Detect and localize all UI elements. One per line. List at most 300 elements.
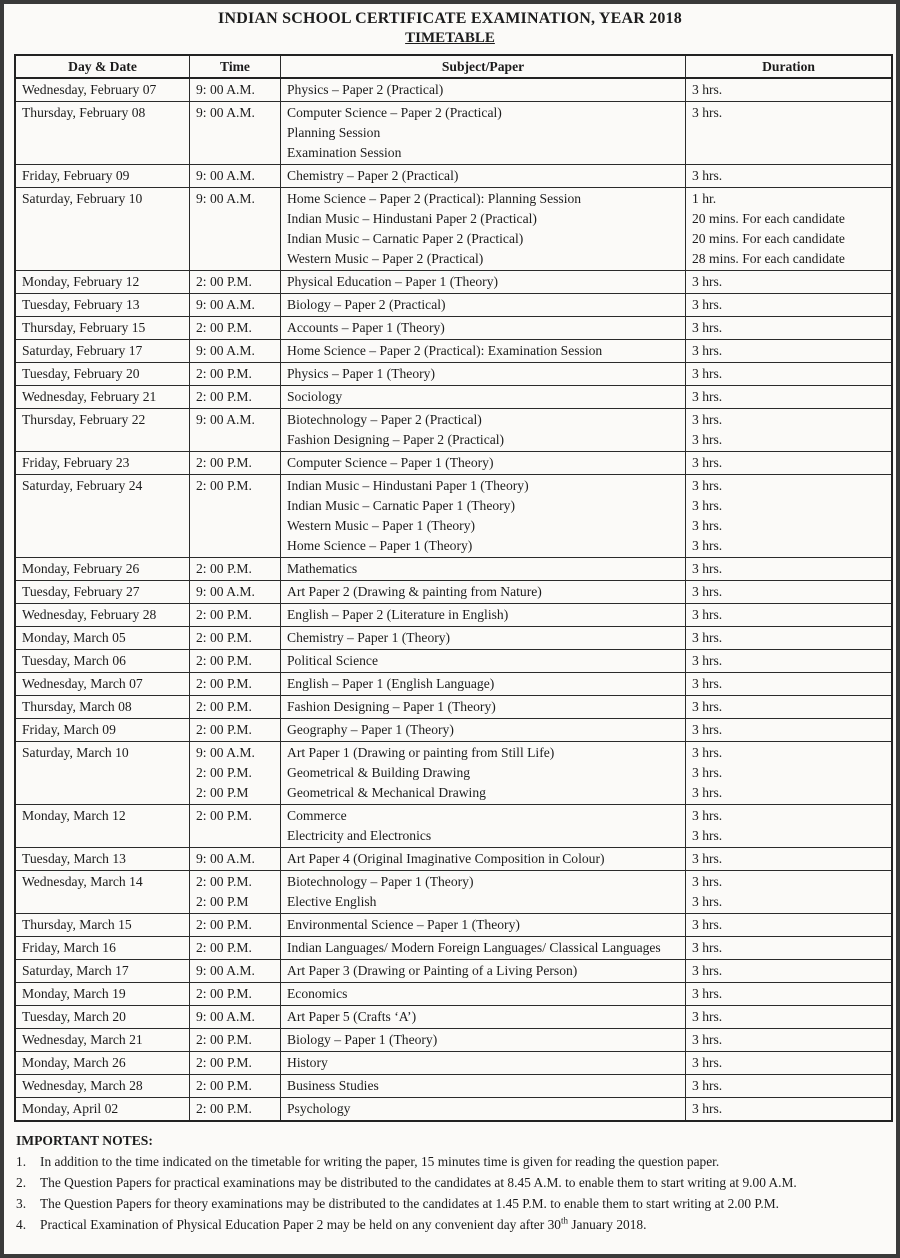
cell-duration bbox=[686, 1075, 893, 1098]
cell-subject bbox=[281, 805, 686, 848]
cell-subject bbox=[281, 1006, 686, 1029]
cell-subject-line: Chemistry – Paper 2 (Practical) bbox=[287, 168, 459, 183]
cell-time bbox=[190, 627, 281, 650]
cell-day-date bbox=[15, 914, 190, 937]
cell-day-date-line: Monday, April 02 bbox=[22, 1101, 119, 1116]
cell-subject bbox=[281, 983, 686, 1006]
cell-time-line: 9: 00 A.M. bbox=[196, 584, 255, 599]
cell-time-line: 9: 00 A.M. bbox=[196, 191, 255, 206]
title-block bbox=[4, 4, 896, 47]
cell-subject bbox=[281, 871, 686, 914]
table-body bbox=[15, 78, 892, 1121]
cell-subject bbox=[281, 475, 686, 558]
cell-time bbox=[190, 848, 281, 871]
cell-day-date bbox=[15, 650, 190, 673]
cell-time bbox=[190, 914, 281, 937]
cell-subject-line: Geometrical & Building Drawing bbox=[287, 765, 471, 780]
cell-time bbox=[190, 340, 281, 363]
cell-day-date-line: Wednesday, February 21 bbox=[22, 389, 157, 404]
cell-duration-line: 3 hrs. bbox=[692, 653, 723, 668]
cell-time-line: 2: 00 P.M. bbox=[196, 808, 252, 823]
cell-time-line: 2: 00 P.M. bbox=[196, 940, 252, 955]
cell-time bbox=[190, 1006, 281, 1029]
note-item bbox=[16, 1151, 882, 1172]
cell-duration-line: 3 hrs. bbox=[692, 630, 723, 645]
cell-day-date bbox=[15, 960, 190, 983]
cell-time bbox=[190, 317, 281, 340]
cell-time bbox=[190, 742, 281, 805]
table-row bbox=[15, 937, 892, 960]
cell-subject-line: Business Studies bbox=[287, 1078, 379, 1093]
table-row bbox=[15, 452, 892, 475]
cell-subject bbox=[281, 581, 686, 604]
cell-duration-line: 3 hrs. bbox=[692, 785, 723, 800]
cell-day-date-line: Tuesday, March 13 bbox=[22, 851, 126, 866]
cell-duration-line: 3 hrs. bbox=[692, 432, 723, 447]
table-row bbox=[15, 1006, 892, 1029]
cell-duration bbox=[686, 475, 893, 558]
cell-day-date-line: Tuesday, March 06 bbox=[22, 653, 126, 668]
cell-day-date-line: Wednesday, February 07 bbox=[22, 82, 157, 97]
cell-subject-line: Art Paper 5 (Crafts ‘A’) bbox=[287, 1009, 417, 1024]
cell-duration-line: 3 hrs. bbox=[692, 168, 723, 183]
cell-day-date-line: Wednesday, March 28 bbox=[22, 1078, 143, 1093]
cell-day-date bbox=[15, 805, 190, 848]
note-text: The Question Papers for theory examinations may be distributed to the candidates at 1.45 P.M. to enable them to start writing at 2.00 P.M. bbox=[40, 1196, 779, 1211]
page-subtitle: TIMETABLE bbox=[405, 30, 495, 46]
cell-duration-line: 3 hrs. bbox=[692, 894, 723, 909]
cell-duration-line: 3 hrs. bbox=[692, 874, 723, 889]
cell-duration bbox=[686, 317, 893, 340]
table-row bbox=[15, 188, 892, 271]
cell-duration-line: 3 hrs. bbox=[692, 607, 723, 622]
cell-time-line: 2: 00 P.M. bbox=[196, 274, 252, 289]
note-item bbox=[16, 1214, 882, 1235]
table-row bbox=[15, 271, 892, 294]
cell-duration-line: 28 mins. For each candidate bbox=[692, 251, 845, 266]
cell-time-line: 2: 00 P.M. bbox=[196, 478, 252, 493]
cell-subject-line: Geography – Paper 1 (Theory) bbox=[287, 722, 454, 737]
cell-time bbox=[190, 271, 281, 294]
header-time: Time bbox=[190, 55, 281, 78]
cell-duration-line: 1 hr. bbox=[692, 191, 717, 206]
cell-time-line: 2: 00 P.M. bbox=[196, 630, 252, 645]
cell-duration bbox=[686, 1052, 893, 1075]
cell-duration bbox=[686, 271, 893, 294]
cell-duration bbox=[686, 805, 893, 848]
cell-time bbox=[190, 294, 281, 317]
cell-duration bbox=[686, 581, 893, 604]
cell-duration-line: 3 hrs. bbox=[692, 828, 723, 843]
cell-time bbox=[190, 363, 281, 386]
cell-day-date bbox=[15, 409, 190, 452]
cell-day-date bbox=[15, 271, 190, 294]
cell-day-date-line: Thursday, February 22 bbox=[22, 412, 146, 427]
cell-duration-line: 20 mins. For each candidate bbox=[692, 211, 845, 226]
cell-duration bbox=[686, 340, 893, 363]
cell-duration bbox=[686, 294, 893, 317]
cell-duration-line: 3 hrs. bbox=[692, 274, 723, 289]
cell-subject-line: Chemistry – Paper 1 (Theory) bbox=[287, 630, 451, 645]
cell-subject-line: Physics – Paper 2 (Practical) bbox=[287, 82, 444, 97]
cell-subject-line: English – Paper 1 (English Language) bbox=[287, 676, 495, 691]
header-duration: Duration bbox=[686, 55, 893, 78]
cell-time bbox=[190, 452, 281, 475]
cell-subject-line: Environmental Science – Paper 1 (Theory) bbox=[287, 917, 520, 932]
cell-subject-line: Indian Music – Carnatic Paper 1 (Theory) bbox=[287, 498, 516, 513]
table-row bbox=[15, 871, 892, 914]
cell-subject-line: Psychology bbox=[287, 1101, 351, 1116]
cell-subject-line: English – Paper 2 (Literature in English) bbox=[287, 607, 509, 622]
header-row bbox=[15, 55, 892, 78]
cell-subject bbox=[281, 452, 686, 475]
cell-duration bbox=[686, 558, 893, 581]
cell-subject-line: Home Science – Paper 1 (Theory) bbox=[287, 538, 473, 553]
cell-subject bbox=[281, 317, 686, 340]
cell-subject bbox=[281, 673, 686, 696]
cell-day-date bbox=[15, 1052, 190, 1075]
cell-duration-line: 3 hrs. bbox=[692, 82, 723, 97]
cell-time bbox=[190, 673, 281, 696]
cell-day-date bbox=[15, 627, 190, 650]
cell-time-line: 9: 00 A.M. bbox=[196, 105, 255, 120]
cell-duration bbox=[686, 983, 893, 1006]
cell-time-line: 9: 00 A.M. bbox=[196, 963, 255, 978]
cell-day-date bbox=[15, 102, 190, 165]
cell-time-line: 2: 00 P.M. bbox=[196, 1101, 252, 1116]
cell-day-date-line: Saturday, March 17 bbox=[22, 963, 129, 978]
cell-duration bbox=[686, 1029, 893, 1052]
cell-time bbox=[190, 650, 281, 673]
cell-time bbox=[190, 983, 281, 1006]
cell-subject-line: Biology – Paper 1 (Theory) bbox=[287, 1032, 438, 1047]
cell-day-date bbox=[15, 742, 190, 805]
cell-duration-line: 3 hrs. bbox=[692, 1009, 723, 1024]
table-row bbox=[15, 1098, 892, 1122]
cell-duration bbox=[686, 871, 893, 914]
cell-duration-line: 20 mins. For each candidate bbox=[692, 231, 845, 246]
cell-subject bbox=[281, 1029, 686, 1052]
cell-time-line: 2: 00 P.M. bbox=[196, 366, 252, 381]
cell-subject-line: Western Music – Paper 2 (Practical) bbox=[287, 251, 484, 266]
table-row bbox=[15, 558, 892, 581]
cell-day-date bbox=[15, 558, 190, 581]
cell-time-line: 9: 00 A.M. bbox=[196, 412, 255, 427]
cell-day-date-line: Tuesday, February 20 bbox=[22, 366, 140, 381]
cell-duration-line: 3 hrs. bbox=[692, 105, 723, 120]
cell-day-date bbox=[15, 848, 190, 871]
table-row bbox=[15, 650, 892, 673]
cell-day-date-line: Saturday, March 10 bbox=[22, 745, 129, 760]
cell-duration-line: 3 hrs. bbox=[692, 389, 723, 404]
cell-time-line: 9: 00 A.M. bbox=[196, 851, 255, 866]
cell-subject bbox=[281, 696, 686, 719]
cell-duration bbox=[686, 960, 893, 983]
cell-subject-line: Western Music – Paper 1 (Theory) bbox=[287, 518, 476, 533]
table-row bbox=[15, 102, 892, 165]
cell-day-date-line: Monday, March 26 bbox=[22, 1055, 126, 1070]
cell-day-date bbox=[15, 78, 190, 102]
cell-time bbox=[190, 581, 281, 604]
table-row bbox=[15, 914, 892, 937]
cell-time-line: 2: 00 P.M. bbox=[196, 1032, 252, 1047]
cell-day-date-line: Thursday, February 15 bbox=[22, 320, 146, 335]
cell-day-date-line: Friday, March 09 bbox=[22, 722, 116, 737]
cell-duration bbox=[686, 914, 893, 937]
cell-subject-line: Fashion Designing – Paper 1 (Theory) bbox=[287, 699, 496, 714]
cell-subject bbox=[281, 937, 686, 960]
cell-day-date bbox=[15, 188, 190, 271]
cell-subject-line: Indian Music – Hindustani Paper 2 (Practical) bbox=[287, 211, 537, 226]
cell-day-date bbox=[15, 581, 190, 604]
cell-day-date-line: Saturday, February 24 bbox=[22, 478, 143, 493]
cell-subject-line: Home Science – Paper 2 (Practical): Planning Session bbox=[287, 191, 582, 206]
cell-day-date-line: Thursday, February 08 bbox=[22, 105, 146, 120]
cell-day-date bbox=[15, 983, 190, 1006]
cell-duration bbox=[686, 363, 893, 386]
cell-time bbox=[190, 558, 281, 581]
cell-subject-line: Computer Science – Paper 1 (Theory) bbox=[287, 455, 494, 470]
cell-subject bbox=[281, 78, 686, 102]
cell-duration-line: 3 hrs. bbox=[692, 1032, 723, 1047]
cell-time-line: 9: 00 A.M. bbox=[196, 745, 255, 760]
cell-subject-line: Sociology bbox=[287, 389, 343, 404]
cell-duration-line: 3 hrs. bbox=[692, 963, 723, 978]
cell-time-line: 2: 00 P.M. bbox=[196, 389, 252, 404]
cell-day-date-line: Friday, February 09 bbox=[22, 168, 130, 183]
cell-subject-line: History bbox=[287, 1055, 328, 1070]
cell-duration-line: 3 hrs. bbox=[692, 320, 723, 335]
table-row bbox=[15, 386, 892, 409]
cell-duration-line: 3 hrs. bbox=[692, 343, 723, 358]
cell-subject-line: Commerce bbox=[287, 808, 347, 823]
cell-time bbox=[190, 386, 281, 409]
cell-time bbox=[190, 102, 281, 165]
cell-day-date-line: Monday, March 19 bbox=[22, 986, 126, 1001]
cell-day-date bbox=[15, 317, 190, 340]
cell-day-date bbox=[15, 165, 190, 188]
cell-duration-line: 3 hrs. bbox=[692, 1101, 723, 1116]
cell-time-line: 2: 00 P.M. bbox=[196, 699, 252, 714]
cell-time-line: 9: 00 A.M. bbox=[196, 82, 255, 97]
cell-subject-line: Home Science – Paper 2 (Practical): Examination Session bbox=[287, 343, 603, 358]
page-title: INDIAN SCHOOL CERTIFICATE EXAMINATION, YEAR 2018 bbox=[218, 10, 682, 27]
cell-subject-line: Examination Session bbox=[287, 145, 402, 160]
cell-day-date-line: Wednesday, March 21 bbox=[22, 1032, 143, 1047]
table-row bbox=[15, 294, 892, 317]
cell-duration-line: 3 hrs. bbox=[692, 986, 723, 1001]
cell-duration-line: 3 hrs. bbox=[692, 1055, 723, 1070]
cell-time-line: 2: 00 P.M. bbox=[196, 653, 252, 668]
cell-time bbox=[190, 1098, 281, 1122]
cell-time-line: 2: 00 P.M. bbox=[196, 320, 252, 335]
cell-time-line: 9: 00 A.M. bbox=[196, 343, 255, 358]
cell-time-line: 2: 00 P.M. bbox=[196, 722, 252, 737]
table-row bbox=[15, 1052, 892, 1075]
note-text: Practical Examination of Physical Education Paper 2 may be held on any convenient day after 30th January 2018. bbox=[40, 1215, 647, 1232]
cell-time-line: 2: 00 P.M. bbox=[196, 1078, 252, 1093]
cell-day-date-line: Monday, February 12 bbox=[22, 274, 140, 289]
table-row bbox=[15, 805, 892, 848]
cell-time bbox=[190, 1052, 281, 1075]
table-row bbox=[15, 696, 892, 719]
cell-time bbox=[190, 960, 281, 983]
cell-day-date bbox=[15, 604, 190, 627]
cell-time bbox=[190, 188, 281, 271]
table-row bbox=[15, 581, 892, 604]
cell-day-date bbox=[15, 673, 190, 696]
table-row bbox=[15, 673, 892, 696]
cell-subject bbox=[281, 1075, 686, 1098]
cell-duration-line: 3 hrs. bbox=[692, 455, 723, 470]
header-day-date: Day & Date bbox=[15, 55, 190, 78]
cell-duration bbox=[686, 452, 893, 475]
cell-subject bbox=[281, 363, 686, 386]
cell-duration bbox=[686, 1006, 893, 1029]
table-row bbox=[15, 165, 892, 188]
cell-subject bbox=[281, 742, 686, 805]
cell-time bbox=[190, 78, 281, 102]
cell-time bbox=[190, 1029, 281, 1052]
cell-duration-line: 3 hrs. bbox=[692, 538, 723, 553]
cell-day-date-line: Wednesday, March 07 bbox=[22, 676, 143, 691]
cell-time-line: 2: 00 P.M. bbox=[196, 986, 252, 1001]
note-number: 3. bbox=[16, 1196, 27, 1211]
cell-subject bbox=[281, 1098, 686, 1122]
cell-duration bbox=[686, 627, 893, 650]
cell-subject-line: Art Paper 3 (Drawing or Painting of a Living Person) bbox=[287, 963, 578, 978]
cell-subject-line: Biotechnology – Paper 1 (Theory) bbox=[287, 874, 474, 889]
cell-day-date-line: Monday, March 05 bbox=[22, 630, 126, 645]
cell-subject bbox=[281, 165, 686, 188]
cell-duration bbox=[686, 650, 893, 673]
cell-duration bbox=[686, 604, 893, 627]
important-notes-section bbox=[16, 1130, 896, 1235]
cell-duration bbox=[686, 673, 893, 696]
cell-subject-line: Geometrical & Mechanical Drawing bbox=[287, 785, 486, 800]
cell-subject-line: Art Paper 4 (Original Imaginative Composition in Colour) bbox=[287, 851, 605, 866]
cell-duration-line: 3 hrs. bbox=[692, 584, 723, 599]
cell-subject bbox=[281, 294, 686, 317]
cell-subject bbox=[281, 650, 686, 673]
cell-day-date-line: Tuesday, February 13 bbox=[22, 297, 140, 312]
cell-day-date bbox=[15, 1029, 190, 1052]
cell-time bbox=[190, 409, 281, 452]
cell-day-date bbox=[15, 340, 190, 363]
cell-time-line: 2: 00 P.M. bbox=[196, 874, 252, 889]
cell-duration-line: 3 hrs. bbox=[692, 561, 723, 576]
cell-duration-line: 3 hrs. bbox=[692, 297, 723, 312]
cell-day-date bbox=[15, 363, 190, 386]
table-row bbox=[15, 475, 892, 558]
cell-time bbox=[190, 165, 281, 188]
cell-subject bbox=[281, 719, 686, 742]
cell-duration bbox=[686, 188, 893, 271]
cell-time bbox=[190, 937, 281, 960]
cell-subject-line: Elective English bbox=[287, 894, 377, 909]
cell-subject bbox=[281, 960, 686, 983]
cell-subject bbox=[281, 848, 686, 871]
note-text: The Question Papers for practical examinations may be distributed to the candidates at 8.45 A.M. to enable them to start writing at 9.00 A.M. bbox=[40, 1175, 797, 1190]
cell-duration-line: 3 hrs. bbox=[692, 745, 723, 760]
cell-time bbox=[190, 696, 281, 719]
cell-subject-line: Political Science bbox=[287, 653, 378, 668]
note-number: 4. bbox=[16, 1217, 27, 1232]
table-row bbox=[15, 317, 892, 340]
cell-time-line: 2: 00 P.M bbox=[196, 785, 249, 800]
cell-duration-line: 3 hrs. bbox=[692, 366, 723, 381]
cell-subject-line: Computer Science – Paper 2 (Practical) bbox=[287, 105, 502, 120]
cell-subject-line: Biology – Paper 2 (Practical) bbox=[287, 297, 446, 312]
cell-subject bbox=[281, 558, 686, 581]
cell-duration bbox=[686, 102, 893, 165]
cell-duration bbox=[686, 696, 893, 719]
cell-subject-line: Art Paper 2 (Drawing & painting from Nature) bbox=[287, 584, 542, 599]
timetable-table bbox=[14, 54, 893, 1122]
cell-time-line: 2: 00 P.M. bbox=[196, 676, 252, 691]
cell-day-date bbox=[15, 294, 190, 317]
cell-duration-line: 3 hrs. bbox=[692, 722, 723, 737]
cell-duration bbox=[686, 719, 893, 742]
cell-subject-line: Indian Music – Hindustani Paper 1 (Theory) bbox=[287, 478, 529, 493]
cell-subject bbox=[281, 1052, 686, 1075]
cell-duration-line: 3 hrs. bbox=[692, 518, 723, 533]
cell-day-date-line: Friday, March 16 bbox=[22, 940, 116, 955]
cell-subject-line: Indian Languages/ Modern Foreign Languages/ Classical Languages bbox=[287, 940, 661, 955]
cell-duration-line: 3 hrs. bbox=[692, 851, 723, 866]
cell-day-date bbox=[15, 1006, 190, 1029]
cell-time bbox=[190, 604, 281, 627]
cell-day-date bbox=[15, 1098, 190, 1122]
cell-duration-line: 3 hrs. bbox=[692, 699, 723, 714]
cell-day-date bbox=[15, 937, 190, 960]
cell-duration-line: 3 hrs. bbox=[692, 917, 723, 932]
cell-duration bbox=[686, 848, 893, 871]
cell-duration-line: 3 hrs. bbox=[692, 498, 723, 513]
cell-duration bbox=[686, 78, 893, 102]
cell-subject-line: Physics – Paper 1 (Theory) bbox=[287, 366, 435, 381]
cell-day-date-line: Wednesday, March 14 bbox=[22, 874, 143, 889]
cell-time-line: 2: 00 P.M. bbox=[196, 455, 252, 470]
cell-subject bbox=[281, 340, 686, 363]
note-number: 1. bbox=[16, 1154, 27, 1169]
cell-day-date bbox=[15, 719, 190, 742]
cell-day-date-line: Thursday, March 15 bbox=[22, 917, 132, 932]
table-row bbox=[15, 363, 892, 386]
table-row bbox=[15, 409, 892, 452]
cell-time-line: 9: 00 A.M. bbox=[196, 168, 255, 183]
cell-duration bbox=[686, 742, 893, 805]
cell-time-line: 2: 00 P.M. bbox=[196, 607, 252, 622]
cell-day-date-line: Friday, February 23 bbox=[22, 455, 130, 470]
table-row bbox=[15, 848, 892, 871]
cell-day-date-line: Thursday, March 08 bbox=[22, 699, 132, 714]
cell-time-line: 2: 00 P.M. bbox=[196, 1055, 252, 1070]
cell-time bbox=[190, 805, 281, 848]
note-item bbox=[16, 1172, 882, 1193]
table-row bbox=[15, 1029, 892, 1052]
cell-duration-line: 3 hrs. bbox=[692, 765, 723, 780]
cell-duration bbox=[686, 1098, 893, 1122]
cell-subject-line: Electricity and Electronics bbox=[287, 828, 432, 843]
cell-time bbox=[190, 871, 281, 914]
cell-time-line: 2: 00 P.M. bbox=[196, 561, 252, 576]
cell-day-date bbox=[15, 871, 190, 914]
cell-time bbox=[190, 475, 281, 558]
cell-time-line: 2: 00 P.M. bbox=[196, 917, 252, 932]
table-row bbox=[15, 742, 892, 805]
notes-title: IMPORTANT NOTES: bbox=[16, 1133, 153, 1148]
